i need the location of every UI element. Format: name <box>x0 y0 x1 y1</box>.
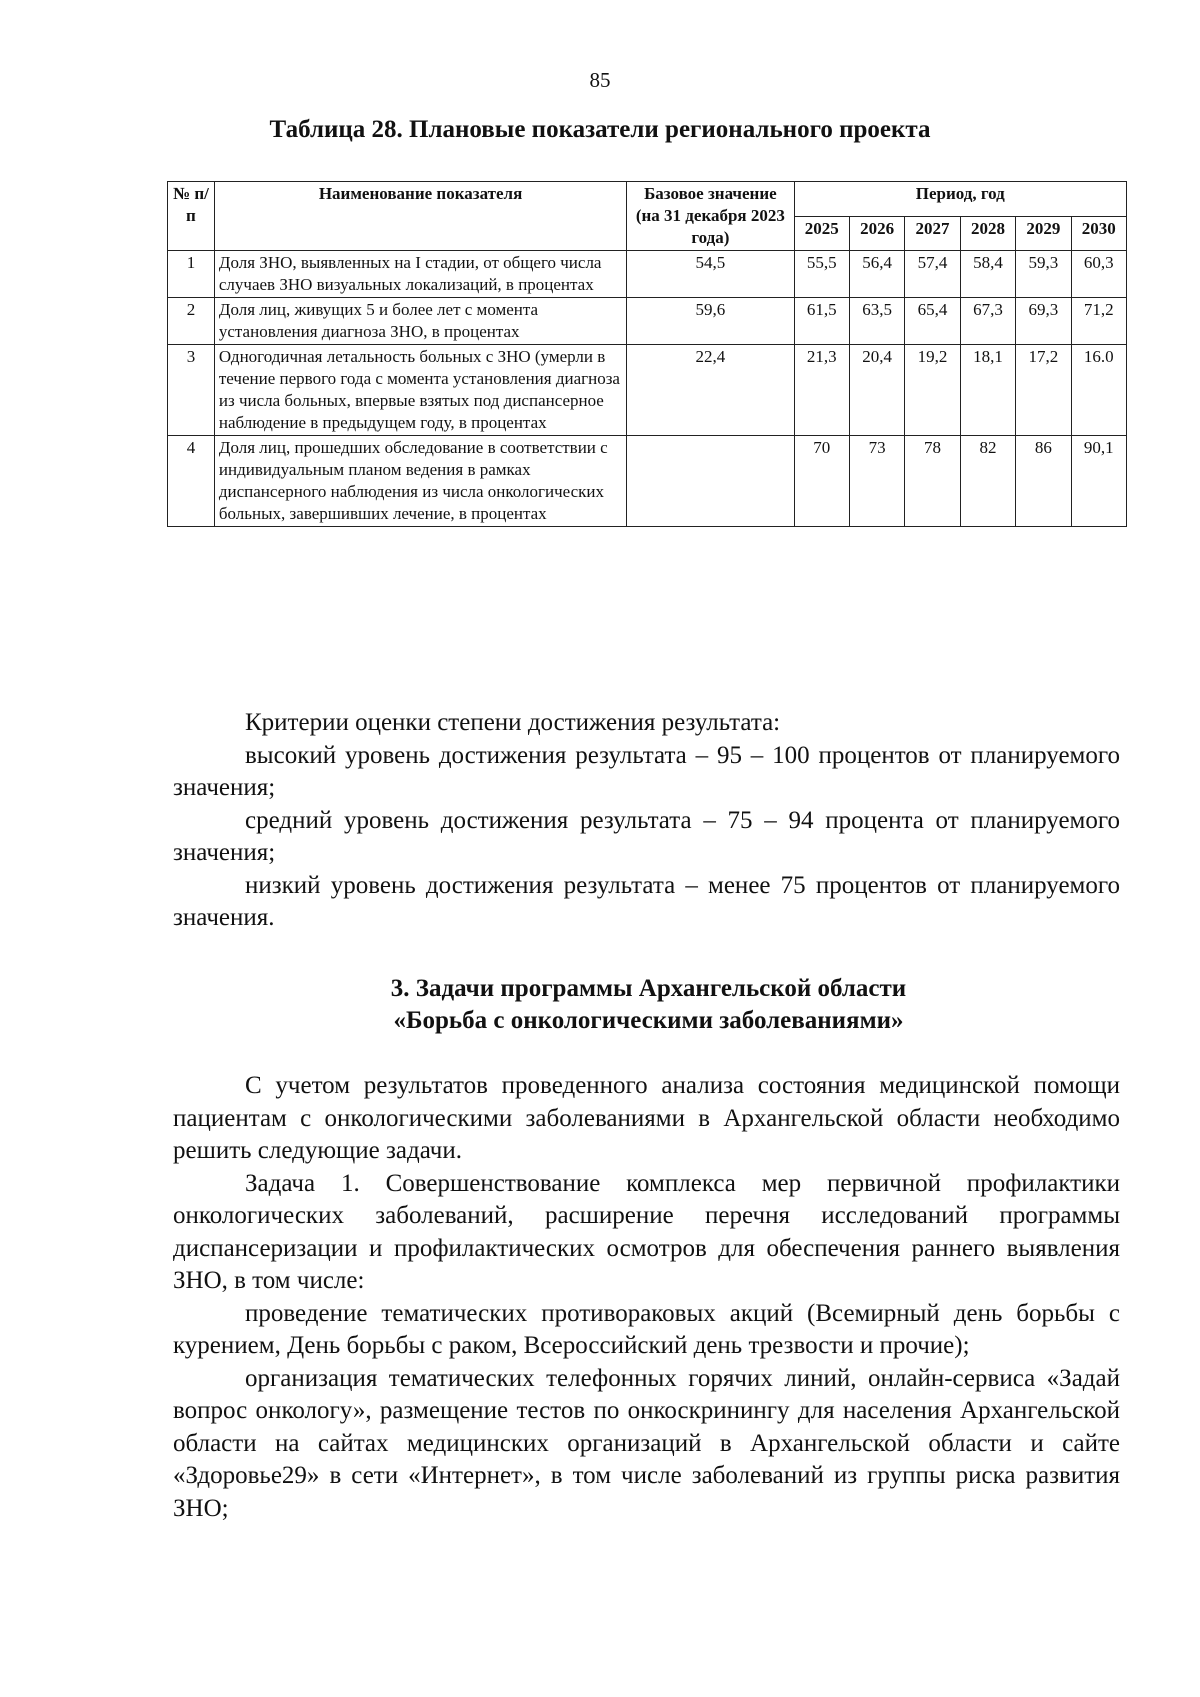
base-value <box>627 436 794 527</box>
body-paragraph: С учетом результатов проведенного анализа состояния медицинской помощи пациентам с онкологическими заболеваниями в Архангельской области необходимо решить следующие задачи. <box>173 1072 1120 1164</box>
indicator-name: Доля лиц, прошедших обследование в соответствии с индивидуальным планом ведения в рамках диспансерного наблюдения из числа онкологических больных, завершивших лечение, в процентах <box>214 436 626 527</box>
header-period: Период, год <box>794 182 1126 217</box>
row-number: 2 <box>168 298 215 345</box>
year-value: 16.0 <box>1071 345 1126 436</box>
indicator-name: Доля лиц, живущих 5 и более лет с момента установления диагноза ЗНО, в процентах <box>214 298 626 345</box>
row-number: 4 <box>168 436 215 527</box>
section-heading-line: «Борьба с онкологическими заболеваниями» <box>393 1007 904 1034</box>
table-row <box>168 345 1127 436</box>
header-year: 2027 <box>905 216 960 251</box>
body-paragraph: организация тематических телефонных горячих линий, онлайн-сервиса «Задай вопрос онкологу», размещение тестов по онкоскринингу для населения Архангельской области на сайтах медицинских организаций в Архангельской области и сайте «Здоровье29» в сети «Интернет», в том числе заболеваний из группы риска развития ЗНО; <box>173 1364 1120 1522</box>
criteria-section <box>173 707 1120 935</box>
section-heading <box>0 973 1200 1037</box>
year-value: 58,4 <box>960 251 1015 298</box>
year-value: 73 <box>849 436 904 527</box>
year-value: 90,1 <box>1071 436 1126 527</box>
year-value: 82 <box>960 436 1015 527</box>
year-value: 17,2 <box>1016 345 1071 436</box>
indicator-name: Одногодичная летальность больных с ЗНО (умерли в течение первого года с момента установления диагноза из числа больных, впервые взятых под диспансерное наблюдение в предыдущем году, в процентах <box>214 345 626 436</box>
header-year: 2028 <box>960 216 1015 251</box>
tasks-section <box>173 1070 1120 1525</box>
indicators-table <box>167 181 1127 527</box>
table-title: Таблица 28. Плановые показатели регионального проекта <box>269 116 931 143</box>
base-value: 59,6 <box>627 298 794 345</box>
header-year: 2025 <box>794 216 849 251</box>
year-value: 18,1 <box>960 345 1015 436</box>
criteria-item: средний уровень достижения результата – 75 – 94 процента от планируемого значения; <box>173 806 1120 866</box>
base-value: 22,4 <box>627 345 794 436</box>
year-value: 67,3 <box>960 298 1015 345</box>
header-year: 2030 <box>1071 216 1126 251</box>
indicator-name: Доля ЗНО, выявленных на I стадии, от общего числа случаев ЗНО визуальных локализаций, в процентах <box>214 251 626 298</box>
body-paragraph: проведение тематических противораковых акций (Всемирный день борьбы с курением, День борьбы с раком, Всероссийский день трезвости и прочие); <box>173 1299 1120 1359</box>
criteria-item: высокий уровень достижения результата – 95 – 100 процентов от планируемого значения; <box>173 741 1120 801</box>
year-value: 60,3 <box>1071 251 1126 298</box>
year-value: 20,4 <box>849 345 904 436</box>
year-value: 56,4 <box>849 251 904 298</box>
header-no: № п/п <box>168 182 215 251</box>
year-value: 65,4 <box>905 298 960 345</box>
table-row <box>168 436 1127 527</box>
year-value: 70 <box>794 436 849 527</box>
year-value: 78 <box>905 436 960 527</box>
header-year: 2029 <box>1016 216 1071 251</box>
header-base: Базовое значение (на 31 декабря 2023 года) <box>627 182 794 251</box>
year-value: 59,3 <box>1016 251 1071 298</box>
year-value: 71,2 <box>1071 298 1126 345</box>
year-value: 21,3 <box>794 345 849 436</box>
body-paragraph: Задача 1. Совершенствование комплекса мер первичной профилактики онкологических заболеваний, расширение перечня исследований программы диспансеризации и профилактических осмотров для обеспечения раннего выявления ЗНО, в том числе: <box>173 1169 1120 1294</box>
row-number: 3 <box>168 345 215 436</box>
year-value: 86 <box>1016 436 1071 527</box>
criteria-intro: Критерии оценки степени достижения результата: <box>245 709 781 736</box>
criteria-item: низкий уровень достижения результата – менее 75 процентов от планируемого значения. <box>173 871 1120 931</box>
year-value: 61,5 <box>794 298 849 345</box>
table-row <box>168 251 1127 298</box>
year-value: 69,3 <box>1016 298 1071 345</box>
year-value: 19,2 <box>905 345 960 436</box>
base-value: 54,5 <box>627 251 794 298</box>
year-value: 57,4 <box>905 251 960 298</box>
header-year: 2026 <box>849 216 904 251</box>
year-value: 63,5 <box>849 298 904 345</box>
section-heading-line: 3. Задачи программы Архангельской области <box>390 975 907 1002</box>
year-value: 55,5 <box>794 251 849 298</box>
table-row <box>168 298 1127 345</box>
header-name: Наименование показателя <box>214 182 626 251</box>
page-number: 85 <box>589 68 611 92</box>
row-number: 1 <box>168 251 215 298</box>
